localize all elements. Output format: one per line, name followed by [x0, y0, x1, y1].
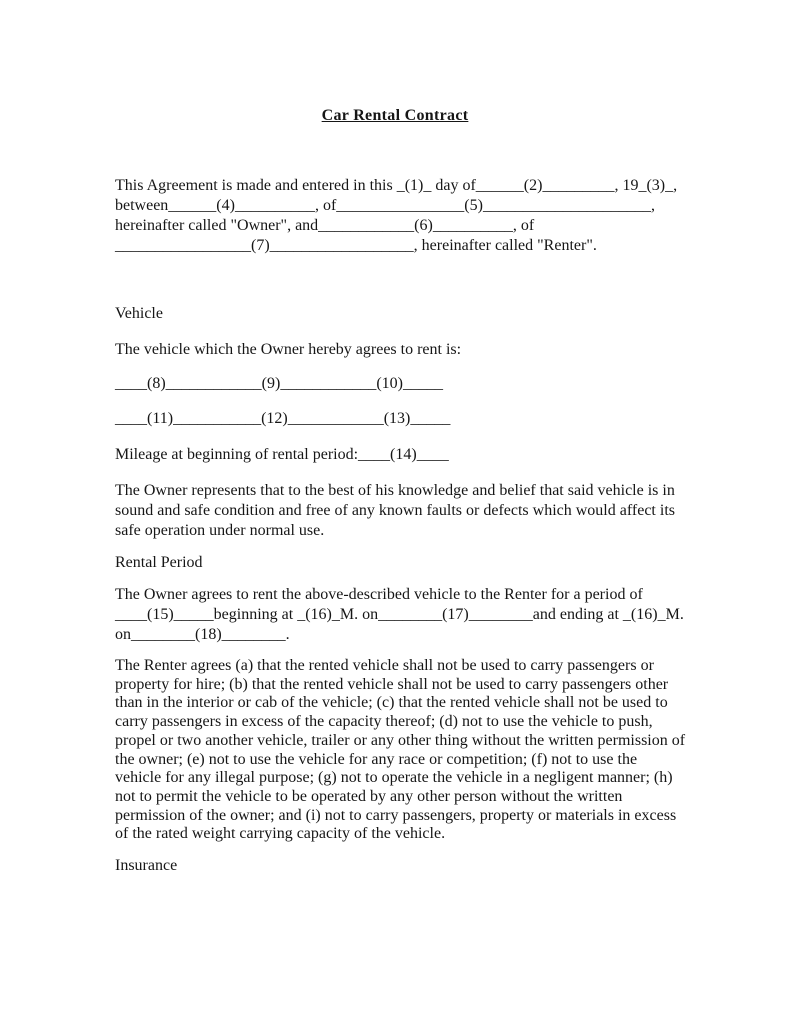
- rental-period-paragraph: [115, 585, 684, 645]
- text-line: The Renter agrees (a) that the rented vehicle shall not be used to carry passengers or: [115, 657, 654, 674]
- text-line: than in the interior or cab of the vehicle; (c) that the rented vehicle shall not be used to: [115, 694, 668, 712]
- vehicle-blank-row-2: ____(11)___________(12)____________(13)_____: [115, 410, 451, 427]
- text-line: between______(4)__________, of________________(5)_____________________,: [115, 197, 655, 214]
- text-line: vehicle for any illegal purpose; (g) not to operate the vehicle in a negligent manner; (h): [115, 769, 673, 787]
- text-line: The Owner agrees to rent the above-described vehicle to the Renter for a period of: [115, 586, 643, 603]
- text-line: on________(18)________.: [115, 626, 290, 643]
- text-line: sound and safe condition and free of any known faults or defects which would affect its: [115, 502, 675, 519]
- intro-paragraph: [115, 176, 677, 256]
- renter-obligations-paragraph: [115, 657, 686, 844]
- text-line: This Agreement is made and entered in this _(1)_ day of______(2)_________, 19_(3)_,: [115, 177, 678, 194]
- text-line: ____(15)_____beginning at _(16)_M. on________(17)________and ending at _(16)_M.: [115, 606, 684, 623]
- text-line: of the rated weight carrying capacity of the vehicle.: [115, 825, 446, 843]
- section-heading-rental-period: Rental Period: [115, 554, 203, 571]
- mileage-line: Mileage at beginning of rental period:____(14)____: [115, 446, 449, 463]
- section-heading-vehicle: Vehicle: [115, 305, 163, 322]
- document-title: Car Rental Contract: [321, 107, 469, 124]
- section-heading-insurance: Insurance: [115, 857, 178, 874]
- text-line: carry passengers in excess of the capacity thereof; (d) not to use the vehicle to push,: [115, 713, 653, 731]
- text-line: property for hire; (b) that the rented vehicle shall not be used to carry passengers other: [115, 675, 669, 693]
- text-line: The Owner represents that to the best of his knowledge and belief that said vehicle is in: [115, 482, 675, 499]
- condition-paragraph: [115, 481, 677, 541]
- vehicle-sentence: The vehicle which the Owner hereby agrees to rent is:: [115, 341, 462, 358]
- text-line: the owner; (e) not to use the vehicle for any race or competition; (f) not to use the: [115, 750, 638, 768]
- text-line: safe operation under normal use.: [115, 522, 325, 539]
- text-line: _________________(7)__________________, hereinafter called "Renter".: [115, 237, 597, 254]
- text-line: hereinafter called "Owner", and____________(6)__________, of: [115, 217, 535, 234]
- text-line: not to permit the vehicle to be operated by any other person without the written: [115, 787, 623, 805]
- text-line: propel or two another vehicle, trailer or any other thing without the written permission of: [115, 731, 686, 749]
- vehicle-blank-row-1: ____(8)____________(9)____________(10)_____: [115, 375, 443, 392]
- text-line: permission of the owner; and (i) not to carry passengers, property or materials in excess: [115, 806, 677, 824]
